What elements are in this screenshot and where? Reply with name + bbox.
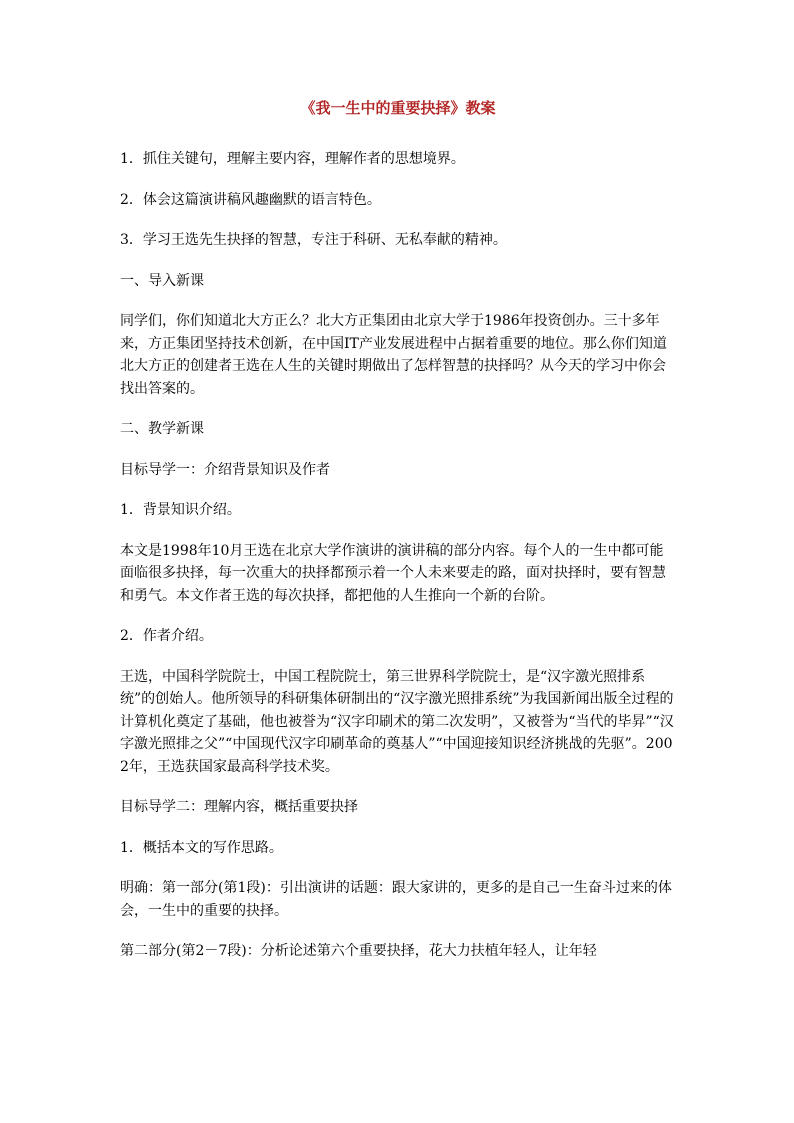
document-title: 《我一生中的重要抉择》教案 bbox=[300, 99, 496, 117]
objective-1: 1．抓住关键句，理解主要内容，理解作者的思想境界。 bbox=[120, 151, 465, 167]
section-heading-intro: 一、导入新课 bbox=[120, 272, 204, 289]
goal-heading-1: 目标导学一：介绍背景知识及作者 bbox=[120, 461, 330, 478]
structure-heading: 1．概括本文的写作思路。 bbox=[120, 839, 283, 856]
part-two-paragraph: 第二部分(第2－7段)：分析论述第六个重要抉择，花大力扶植年轻人，让年轻 bbox=[120, 943, 597, 959]
objective-2: 2．体会这篇演讲稿风趣幽默的语言特色。 bbox=[120, 191, 381, 208]
part-one-paragraph: 明确：第一部分(第1段)：引出演讲的话题：跟大家讲的，更多的是自己一生奋斗过来的体会，一生中的重要的抉择。 bbox=[120, 880, 672, 919]
objective-3: 3．学习王选先生抉择的智慧，专注于科研、无私奉献的精神。 bbox=[120, 232, 507, 248]
goal-heading-2: 目标导学二：理解内容，概括重要抉择 bbox=[120, 799, 358, 815]
document-page bbox=[120, 96, 676, 981]
author-paragraph: 王选，中国科学院院士，中国工程院院士，第三世界科学院院士，是“汉字激光照排系统”的创始人。他所领导的科研集体研制出的“汉字激光照排系统”为我国新闻出版全过程的计算机化奠定了基础，他也被誉为“汉字印刷术的第二次发明”，又被誉为“当代的毕昇”“汉字激光照排之父”“中国现代汉字印刷革命的奠基人”“中国迎接知识经济挑战的先驱”。2002年，王选获国家最高科学技术奖。 bbox=[120, 668, 674, 775]
section-heading-new-lesson: 二、教学新课 bbox=[120, 421, 204, 437]
intro-paragraph: 同学们，你们知道北大方正么？北大方正集团由北京大学于1986年投资创办。三十多年来，方正集团坚持技术创新，在中国IT产业发展进程中占据着重要的地位。那么你们知道北大方正的创建者王选在人生的关键时期做出了怎样智慧的抉择吗？从今天的学习中你会找出答案的。 bbox=[120, 313, 667, 397]
author-heading: 2．作者介绍。 bbox=[120, 628, 213, 644]
background-heading: 1．背景知识介绍。 bbox=[120, 502, 241, 518]
background-paragraph: 本文是1998年10月王选在北京大学作演讲的演讲稿的部分内容。每个人的一生中都可能面临很多抉择，每一次重大的抉择都预示着一个人未来要走的路，面对抉择时，要有智慧和勇气。本文作者王选的每次抉择，都把他的人生推向一个新的台阶。 bbox=[120, 542, 666, 604]
